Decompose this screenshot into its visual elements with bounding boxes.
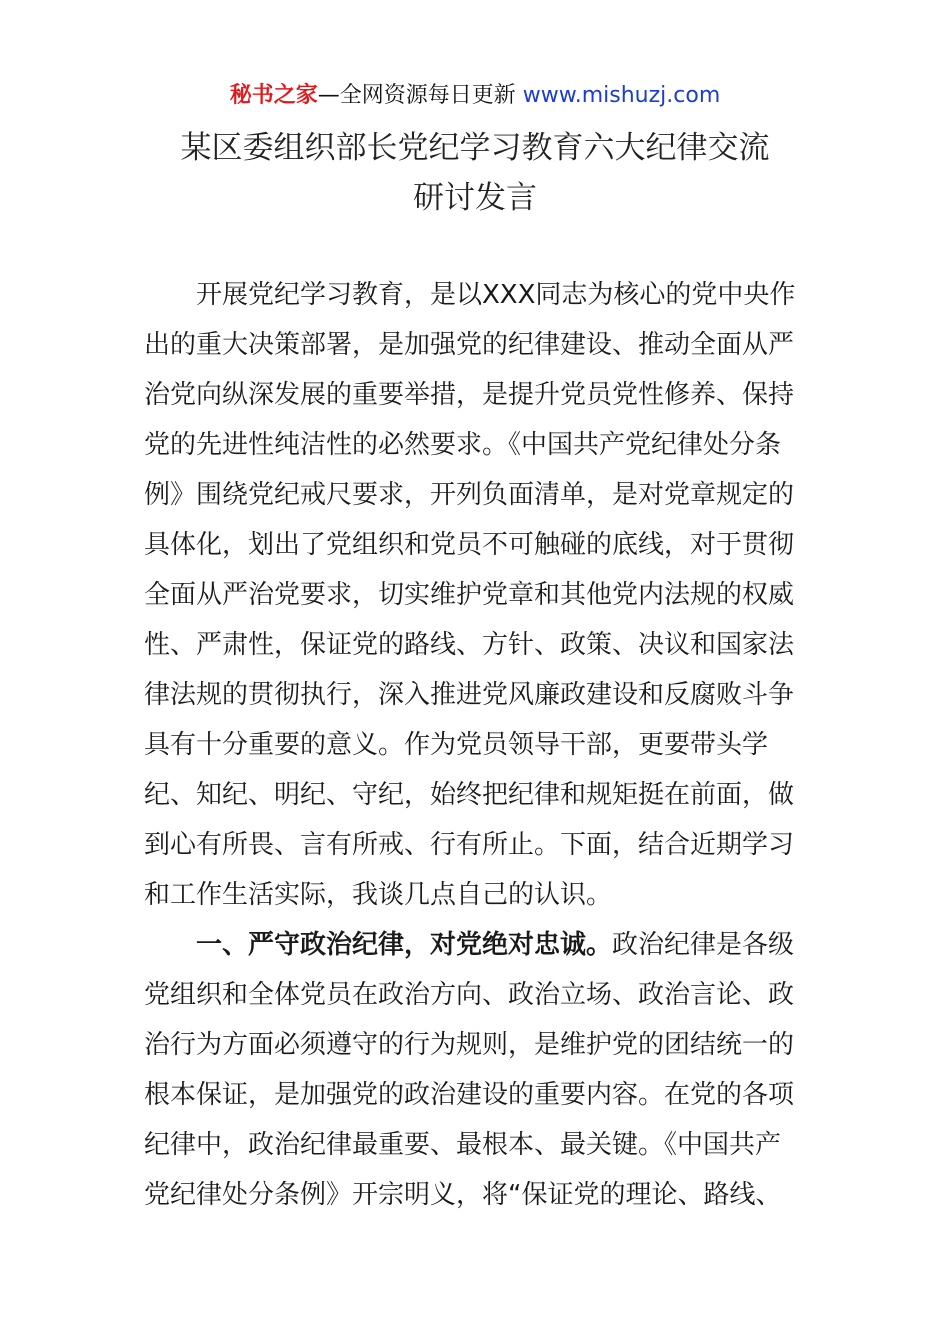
- section-1-heading: 一、严守政治纪律，对党绝对忠诚。: [144, 930, 613, 960]
- body-line: 具有十分重要的意义。作为党员领导干部，更要带头学: [144, 730, 769, 760]
- section-1-first-line: [144, 925, 794, 965]
- body-line: 纪律中，政治纪律最重要、最根本、最关键。《中国共产: [144, 1130, 782, 1160]
- body-line: 全面从严治党要求，切实维护党章和其他党内法规的权威: [144, 580, 795, 610]
- body-line: 律法规的贯彻执行，深入推进党风廉政建设和反腐败斗争: [144, 680, 795, 710]
- body-line: 性、严肃性，保证党的路线、方针、政策、决议和国家法: [144, 630, 795, 660]
- body-line: 到心有所畏、言有所戒、行有所止。下面，结合近期学习: [144, 830, 795, 860]
- section-1-lead-text: 政治纪律是各级: [612, 930, 795, 960]
- body-line: 治行为方面必须遵守的行为规则，是维护党的团结统一的: [144, 1030, 795, 1060]
- body-line: 治党向纵深发展的重要举措，是提升党员党性修养、保持: [144, 380, 795, 410]
- body-line: 出的重大决策部署，是加强党的纪律建设、推动全面从严: [144, 330, 795, 360]
- document-title-line-2: 研讨发言: [413, 180, 537, 216]
- body-line: 例》围绕党纪戒尺要求，开列负面清单，是对党章规定的: [144, 480, 795, 510]
- body-line: 党组织和全体党员在政治方向、政治立场、政治言论、政: [144, 980, 795, 1010]
- site-brand: 秘书之家: [229, 83, 318, 108]
- body-line: 纪、知纪、明纪、守纪，始终把纪律和规矩挺在前面，做: [144, 780, 795, 810]
- body-line: 根本保证，是加强党的政治建设的重要内容。在党的各项: [144, 1080, 795, 1110]
- body-line: 和工作生活实际，我谈几点自己的认识。: [144, 880, 613, 910]
- body-line: 党的先进性纯洁性的必然要求。《中国共产党纪律处分条: [144, 430, 782, 460]
- document-title-line-1: 某区委组织部长党纪学习教育六大纪律交流: [180, 130, 770, 166]
- site-header: [0, 80, 950, 112]
- body-line: 具体化，划出了党组织和党员不可触碰的底线，对于贯彻: [144, 530, 795, 560]
- body-line: 开展党纪学习教育，是以XXX同志为核心的党中央作: [144, 280, 796, 310]
- body-line: 党纪律处分条例》开宗明义，将“保证党的理论、路线、: [144, 1180, 782, 1210]
- site-tagline: —全网资源每日更新: [317, 83, 523, 108]
- site-url[interactable]: www.mishuzj.com: [522, 83, 721, 108]
